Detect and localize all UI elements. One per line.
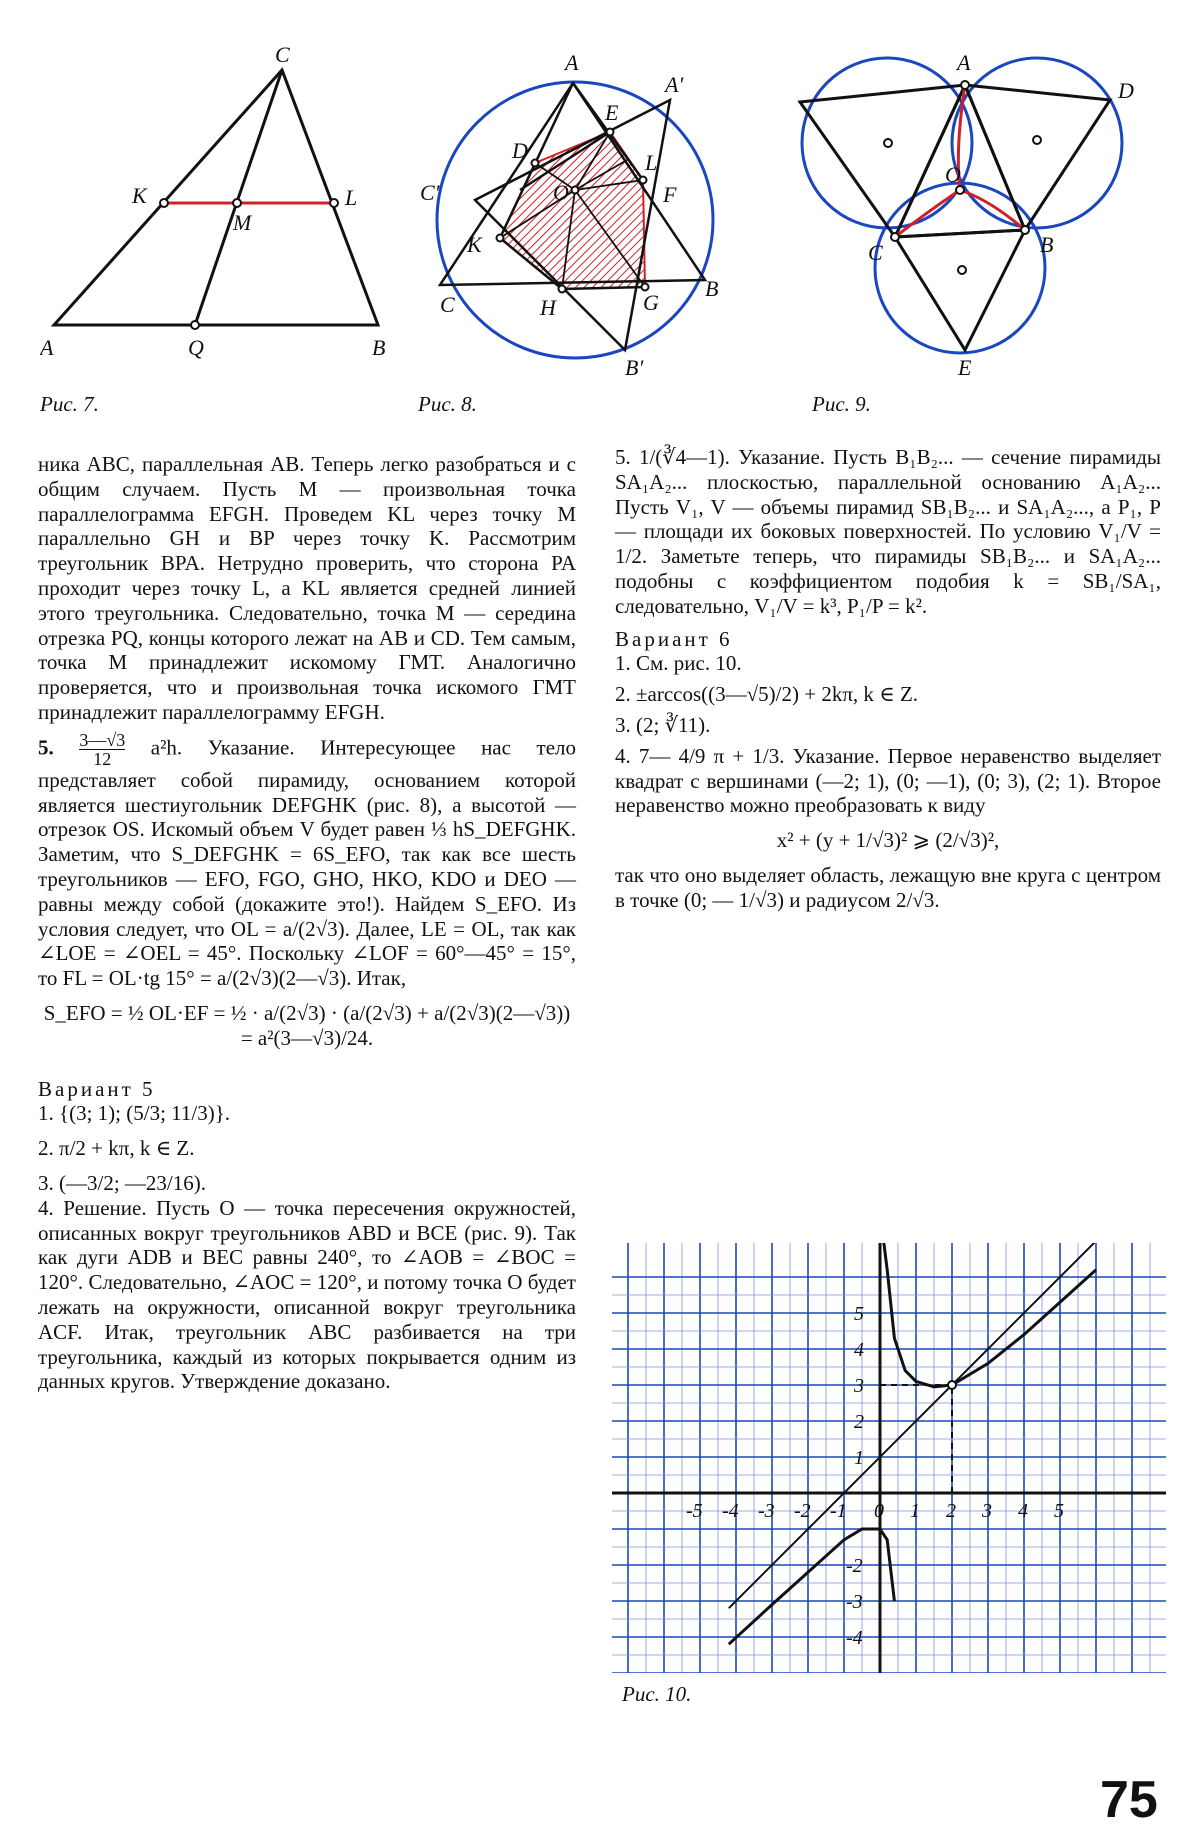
label-O: O [553,180,569,205]
label-L: L [345,185,358,210]
figure-8 [415,40,735,380]
caption-fig10: Рис. 10. [622,1682,692,1706]
formula-sefo: S_EFO = ½ OL·EF = ½ · a/(2√3) · (a/(2√3) + a/(2√3)(2—√3)) = a²(3—√3)/24. [43,1000,571,1050]
x-tick-label: -3 [758,1500,775,1522]
label-B: B [1040,232,1054,257]
v5-answer-3: 3. (—3/2; —23/16). [38,1170,206,1195]
x-tick-label: 5 [1054,1500,1064,1522]
v6-answer-1: 1. См. рис. 10. [615,651,742,676]
v5-answer-4: 4. Решение. Пусть O — точка пересечения окружностей, описанных вокруг треугольников ABD и BCE (рис. 9). Так как дуги ADB и BEC равны 240°, то ∠AOB = ∠BOC = 120°. Следовательно, ∠AOC = 120°, и потому точка O будет лежать на окружности, описанной вокруг треугольника ACF. Итак, треугольник ABC разбивается на три треугольника, каждый из которых покрывается одним из данных кругов. Утверждение доказано. [38,1195,576,1394]
left-column [38,452,576,1394]
x-tick-label: 4 [1018,1500,1028,1522]
y-tick-label: 4 [854,1339,864,1361]
label-K: K [467,232,482,257]
inequality: x² + (y + 1/√3)² ⩾ (2/√3)², [776,828,1000,853]
v6-answer-2: 2. ±arccos((3—√5)/2) + 2kπ, k ∈ Z. [615,682,919,707]
label-C-prime: C′ [420,180,440,205]
variant-6-heading: Вариант 6 [615,626,733,651]
v6-answer-4: 4. 7— 4/9 π + 1/3. Указание. Первое неравенство выделяет квадрат с вершинами (—2; 1), (0; —1), (0; 3), (2; 1). Второе неравенство можно преобразовать к виду [615,743,1161,818]
right-column [615,445,1161,913]
label-G: G [643,290,659,315]
x-tick-label: -4 [722,1500,739,1522]
label-E: E [958,355,972,380]
label-O: O [945,162,961,187]
x-tick-label: 3 [982,1500,992,1522]
x-tick-label: 0 [874,1500,884,1522]
y-tick-label: 1 [854,1447,864,1469]
label-Q: Q [188,335,204,360]
v6-answer-4b: так что оно выделяет область, лежащую вне круга с центром в точке (0; — 1/√3) и радиусом 2/√3. [615,862,1161,912]
label-M: M [233,210,252,235]
figure-10-graph [612,1243,1166,1673]
figure-7 [40,40,400,370]
label-F: F [663,182,677,207]
x-tick-label: 1 [910,1500,920,1522]
x-tick-label: -5 [686,1500,703,1522]
y-tick-label: -4 [846,1627,863,1649]
data-point [948,1381,956,1389]
caption-fig9: Рис. 9. [812,392,871,416]
caption-fig7: Рис. 7. [40,392,99,416]
paragraph-right-5: 5. 1/(∛4—1). Указание. Пусть B₁B₂... — сечение пирамиды SA₁A₂... плоскостью, параллельной основанию A₁A₂... Пусть V₁, V — объемы пирамид SB₁B₂... и SA₁A₂..., а P₁, P — площади их боковых поверхностей. По условию V₁/V = 1/2. Заметьте теперь, что пирамиды SB₁B₂... и SA₁A₂... подобны с коэффициентом подобия k = SB₁/SA₁, следовательно, V₁/V = k³, P₁/P = k². [615,445,1161,618]
v5-answer-1: 1. {(3; 1); (5/3; 11/3)}. [38,1101,231,1126]
y-tick-label: 5 [854,1303,864,1325]
label-C: C [868,240,883,265]
label-E: E [605,100,619,125]
series-line [882,1243,1096,1387]
label-K: K [132,183,147,208]
page-number: 75 [1100,1771,1158,1829]
y-tick-label: -3 [846,1591,863,1613]
label-B: B [372,335,386,360]
label-C: C [275,42,290,67]
label-D: D [1118,78,1134,103]
label-A: A [957,50,971,75]
fraction-5: $\frac{3—√3}{12}$ [79,729,126,769]
label-B: B [705,276,719,301]
y-tick-label: 3 [854,1375,864,1397]
paragraph-answer-5: 5. $\frac{3—√3}{12}$ a²h. Указание. Интересующее нас тело представляет собой пирамиду, основанием которой является шестиугольник DEFGHK (рис. 8), а высотой — отрезок OS. Искомый объем V будет равен ⅓ hS_DEFGHK. Заметим, что S_DEFGHK = 6S_EFO, так как все шесть треугольников — EFO, FGO, GHO, HKO, KDO и DEO — равны между собой (докажите это!). Найдем S_EFO. Из условия следует, что OL = a/(2√3). Далее, LE = OL, так как ∠LOE = ∠OEL = 45°. Поскольку ∠LOF = 60°—45° = 15°, то FL = OL·tg 15° = a/(2√3)(2—√3). Итак, [38,729,577,991]
variant-5-heading: Вариант 5 [38,1076,156,1101]
v5-answer-2: 2. π/2 + kπ, k ∈ Z. [38,1136,195,1161]
label-A-prime: A′ [665,72,684,97]
figure-9 [780,40,1160,380]
label-D: D [512,138,528,163]
label-A: A [40,335,54,360]
x-tick-label: -2 [794,1500,811,1522]
series-line [729,1243,1096,1608]
caption-fig8: Рис. 8. [418,392,477,416]
label-B-prime: B′ [625,355,644,380]
v6-answer-3: 3. (2; ∛11). [615,712,711,737]
x-tick-label: 2 [946,1500,956,1522]
label-A: A [565,50,579,75]
paragraph-intro: ника ABC, параллельная AB. Теперь легко разобраться и с общим случаем. Пусть M — произвольная точка параллелограмма EFGH. Проведем KL через точку M параллельно GH и BP через точку K. Рассмотрим треугольник BPA. Нетрудно проверить, что сторона PA проходит через точку L, а KL является средней линией этого треугольника. Следовательно, точка M — середина отрезка PQ, концы которого лежат на AB и CD. Тем самым, точка M принадлежит искомому ГМТ. Аналогично проверяется, что и произвольная точка искомого ГМТ принадлежит параллелограмму EFGH. [38,452,576,724]
y-tick-label: 2 [854,1411,864,1433]
label-H: H [540,295,556,320]
x-tick-label: -1 [830,1500,847,1522]
label-L: L [645,150,658,175]
y-tick-label: -2 [846,1555,863,1577]
label-C: C [440,292,455,317]
